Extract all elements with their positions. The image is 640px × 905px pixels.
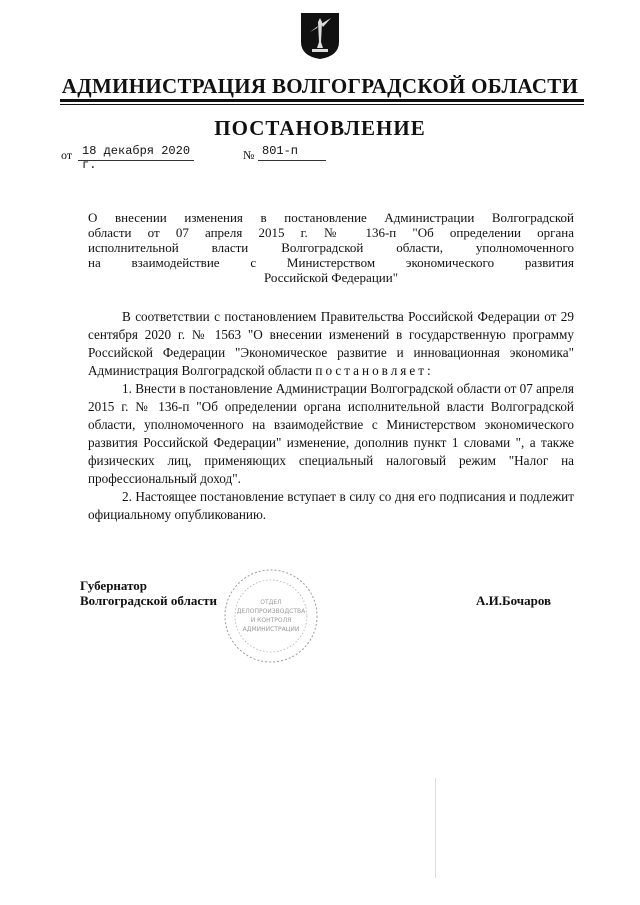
intro-text: В соответствии с постановлением Правительства Российской Федерации от 29 сентября 2020 г. № 1563 "О внесении изменений в государственную программу Российской Федерации "Экономическое развитие и инновационная экономика" Администрация Волгоградской области [88, 309, 574, 378]
subject-line: исполнительной власти Волгоградской области, уполномоченного [88, 240, 574, 255]
signer-name: А.И.Бочаров [476, 593, 552, 608]
volgograd-coat-of-arms-icon [300, 12, 340, 60]
signer-title [80, 578, 217, 608]
stamp-text-line: ОТДЕЛ [260, 599, 282, 606]
date-prefix: от [61, 148, 73, 162]
number-prefix: № [243, 148, 255, 162]
subject-line: О внесении изменения в постановление Администрации Волгоградской [88, 210, 574, 225]
stamp-text-line: ДЕЛОПРОИЗВОДСТВА [236, 608, 306, 615]
header-rule-thick [60, 99, 584, 102]
organization-title: АДМИНИСТРАЦИЯ ВОЛГОГРАДСКОЙ ОБЛАСТИ [61, 74, 579, 98]
document-number: 801-п [258, 144, 326, 161]
intro-paragraph [88, 308, 574, 380]
document-date: 18 декабря 2020 г. [78, 144, 194, 161]
item-1-paragraph: 1. Внести в постановление Администрации Волгоградской области от 07 апреля 2015 г. № 136-п "Об определении органа исполнительной власти Волгоградской области, уполномоченного на взаимодействие с Министерством экономического развития Российской Федерации" изменение, дополнив пункт 1 словами ", а также физических лиц, применяющих специальный налоговый режим "Налог на профессиональный доход". [88, 381, 574, 486]
subject-line: на взаимодействие с Министерством экономического развития [88, 255, 574, 270]
stamp-text-line: И КОНТРОЛЯ [250, 617, 292, 624]
item-2-paragraph: 2. Настоящее постановление вступает в силу со дня его подписания и подлежит официальному опубликованию. [88, 489, 574, 522]
document-subject [88, 210, 574, 285]
resolves-word: постановляет: [315, 363, 434, 378]
official-stamp-icon [212, 566, 330, 666]
signer-title-line: Волгоградской области [80, 593, 218, 608]
stamp-text-line: АДМИНИСТРАЦИИ [242, 626, 300, 633]
signer-title-line: Губернатор [80, 578, 148, 593]
subject-line: области от 07 апреля 2015 г. № 136-п "Об определении органа [88, 225, 574, 240]
header-rule-thin [60, 104, 584, 105]
document-type-heading: ПОСТАНОВЛЕНИЕ [214, 116, 426, 140]
scan-artifact-line [435, 778, 436, 878]
subject-line: Российской Федерации" [263, 270, 399, 285]
document-body [88, 308, 574, 524]
